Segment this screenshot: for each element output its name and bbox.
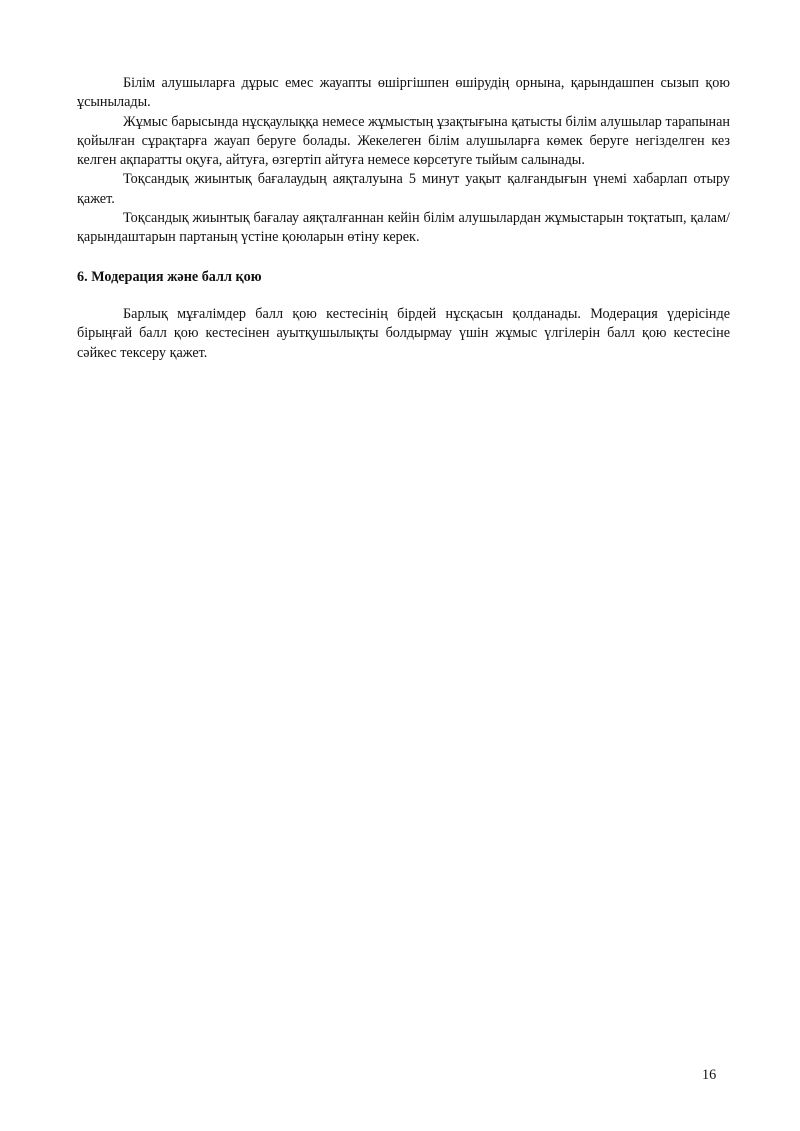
- section-heading-moderation: 6. Модерация және балл қою: [77, 268, 262, 285]
- paragraph-questions-policy: Жұмыс барысында нұсқаулыққа немесе жұмыстың ұзақтығына қатысты білім алушылар тарапынан қойылған сұрақтарға жауап беруге болады. Жекелеген білім алушыларға көмек беруге негізделген кез келген ақпаратты оқуға, айтуға, өзгертіп айтуға немесе көрсетуге тыйым салынады.: [77, 113, 730, 169]
- paragraph-stop-work: Тоқсандық жиынтық бағалау аяқталғаннан кейін білім алушылардан жұмыстарын тоқтатып, қалам/қарындаштарын партаның үстіне қоюларын өтіну керек.: [77, 210, 730, 246]
- paragraph-moderation: Барлық мұғалімдер балл қою кестесінің бірдей нұсқасын қолданады. Модерация үдерісінде бірыңғай балл қою кестесінен ауытқушылықты болдырмау үшін жұмыс үлгілерін балл қою кестесіне сәйкес тексеру қажет.: [77, 305, 730, 361]
- section-body: [77, 305, 730, 363]
- paragraph-time-warning: Тоқсандық жиынтық бағалаудың аяқталуына 5 минут уақыт қалғандығын үнемі хабарлап отыру қажет.: [77, 171, 730, 207]
- paragraph-erase-instruction: Білім алушыларға дұрыс емес жауапты өшіргішпен өшірудің орнына, қарындашпен сызып қою ұсынылады.: [77, 75, 730, 111]
- page-number: 16: [702, 1067, 717, 1083]
- document-page: [77, 74, 730, 363]
